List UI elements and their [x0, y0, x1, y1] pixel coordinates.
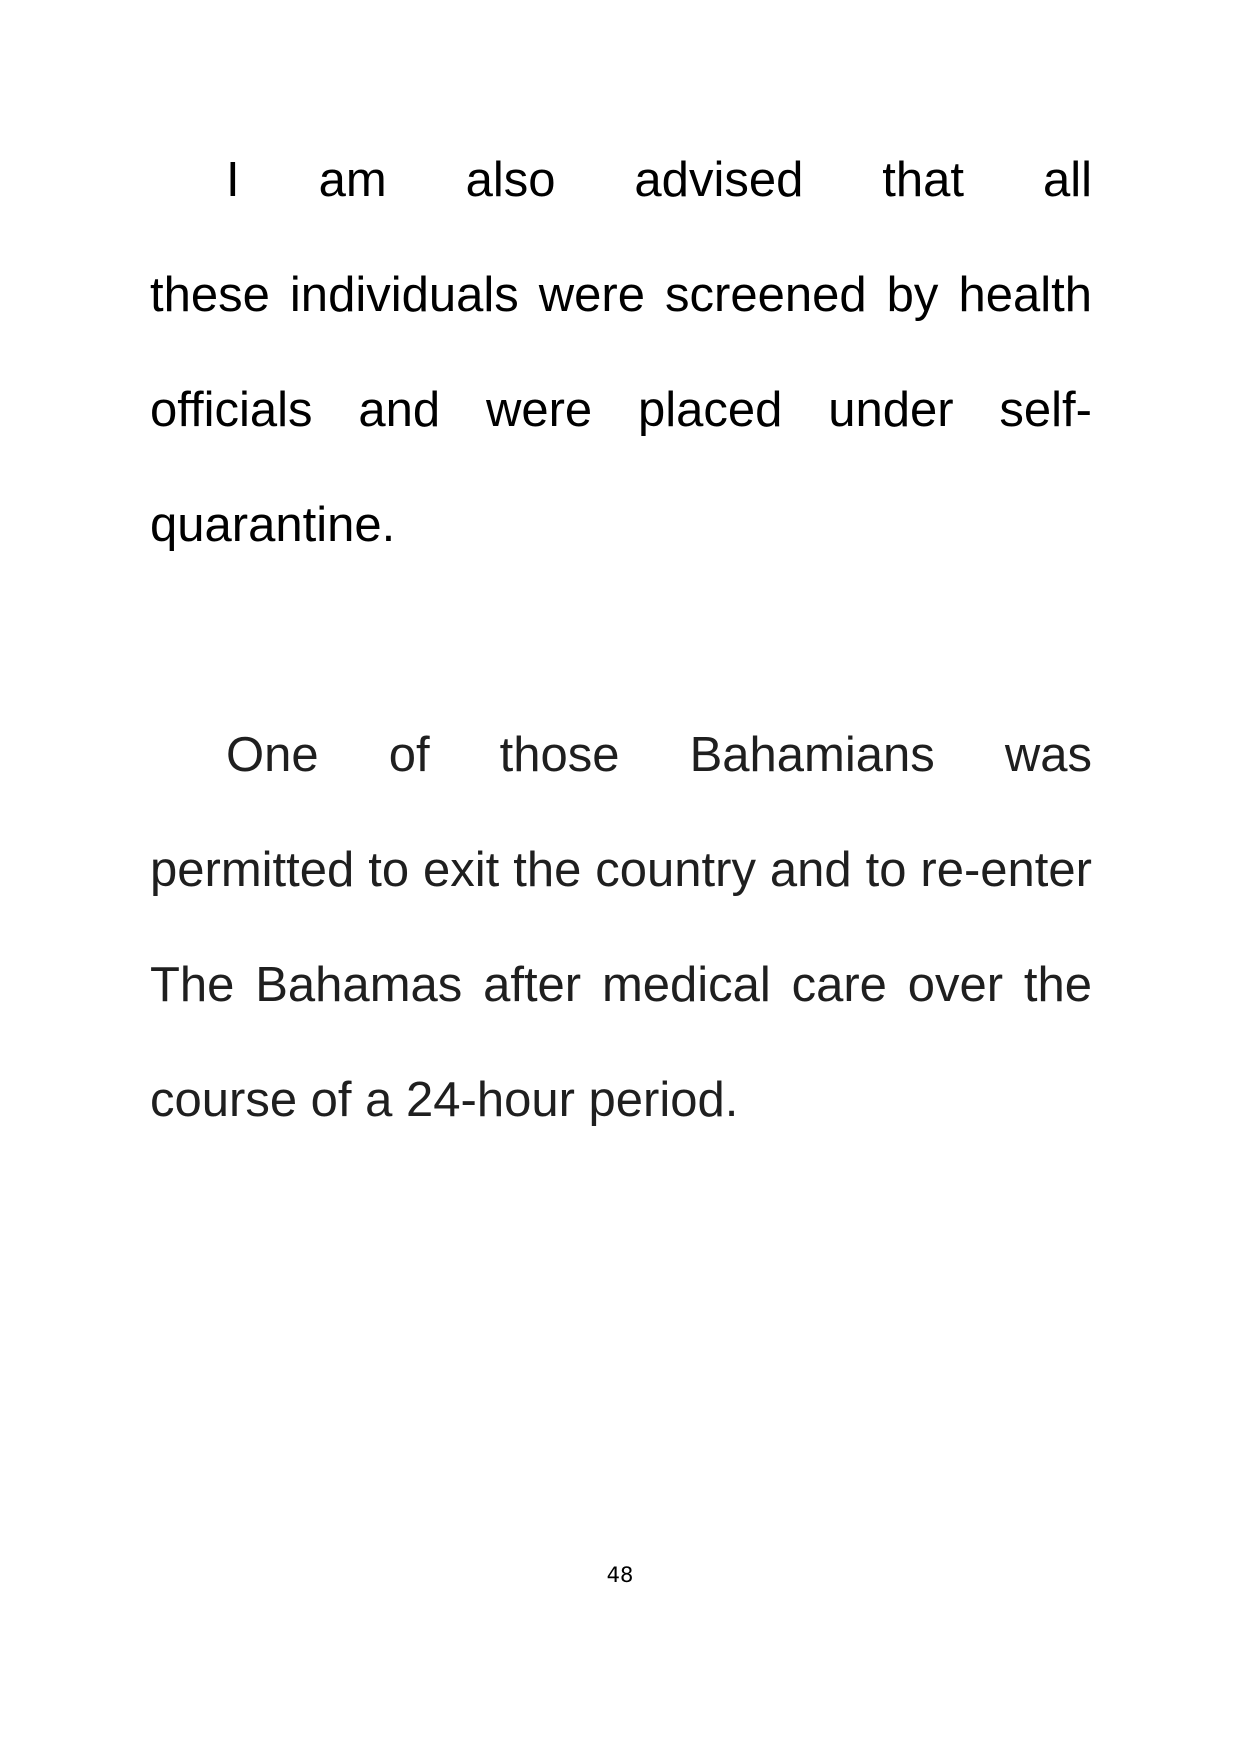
- paragraph-line: One of those Bahamians was: [226, 728, 1092, 782]
- paragraph-line: The Bahamas after medical care over the: [150, 958, 1092, 1012]
- paragraph-line: these individuals were screened by health: [150, 268, 1092, 322]
- page-number: 48: [606, 1563, 634, 1587]
- paragraph-line: officials and were placed under self-: [150, 383, 1092, 437]
- paragraph-line: quarantine.: [150, 498, 396, 552]
- paragraph-line: I am also advised that all: [226, 153, 1092, 207]
- paragraph-line: permitted to exit the country and to re-enter: [150, 843, 1092, 897]
- paragraph-line: course of a 24-hour period.: [150, 1073, 739, 1127]
